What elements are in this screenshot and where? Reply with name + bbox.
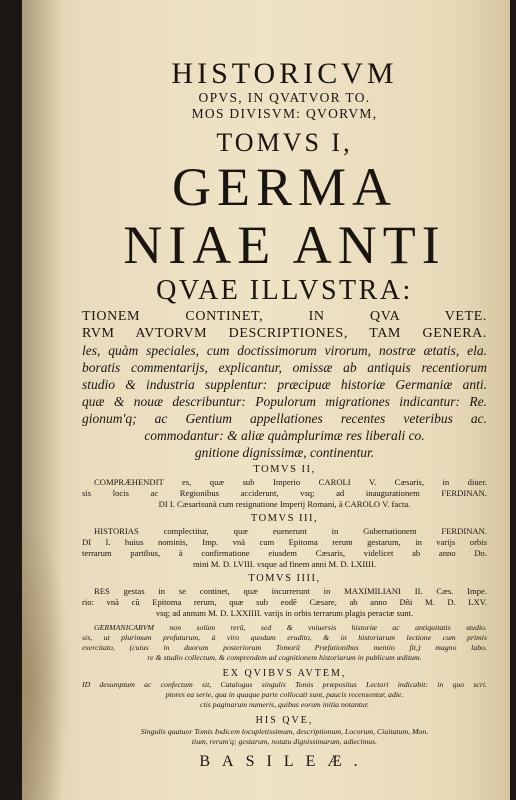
main-title: HISTORICVM: [171, 58, 398, 90]
description-line-2: boratis commentarijs, explicantur, omissæ ab antiquis recentiorum: [82, 360, 487, 375]
germanicarum-line-1: GERMANICARVM non solùm rerũ, sed & vniuersis historiæ ac antiquitatis studio.: [94, 623, 487, 632]
tomus-iii-line-1: HISTORIAS complectitur, quæ euenerunt in Gubernationem FERDINAN.: [94, 526, 487, 536]
tomus-iiii-heading: TOMVS IIII,: [248, 573, 321, 584]
tomus-iii-heading: TOMVS III,: [250, 513, 319, 524]
description-line-5: gionum'q; ac Gentium appellationes recentes veteribus ac.: [82, 411, 487, 426]
description-line-6: commodantur: & aliæ quàmplurimæ res liberali co.: [144, 428, 425, 443]
his-que-line-1: Singulis quatuor Tomis Indicem locupletissimum, descriptionum, Locorum, Ciuitatum, Mon.: [140, 727, 429, 736]
description-line-4: quæ & nouæ describuntur: Populorum migrationes indicantur: Re.: [82, 394, 487, 409]
imprint-basileae: BASILEÆ.: [199, 753, 370, 770]
tomus-iii-line-4: mini M. D. LVIII. vsque ad finem anni M. D. LXIIII.: [193, 559, 376, 569]
tomus-ii-line-3: DI I. Cæsarisunà cum resignatione Imperij Romani, à CAROLO V. facta.: [158, 499, 411, 509]
description-line-7: gnitione dignissimæ, continentur.: [194, 445, 375, 460]
germa-heading: GERMA: [171, 158, 397, 216]
paper-stain: [22, 520, 72, 800]
tomus-i-heading: TOMVS I,: [216, 128, 353, 157]
niae-anti-heading: NIAE ANTI: [123, 216, 446, 274]
germanicarum-line-3: exercitato, (cuius in duorum posteriorum Tomorũ Præfationibus mentio fit,) magno labo.: [82, 643, 487, 652]
tomus-iiii-line-3: vsq; ad annum M. D. LXXIIII. varijs in orbis terrarum plagis peractæ sunt.: [155, 608, 414, 618]
tomus-iiii-line-1: RES gestas in se continet, quæ incurrerunt in MAXIMILIANI II. Cæs. Impe.: [94, 586, 487, 596]
subtitle-line-2: MOS DIVISVM: QVORVM,: [191, 106, 378, 121]
ex-quibus-heading: EX QVIBVS AVTEM,: [222, 668, 347, 679]
tomus-ii-line-1: COMPRÆHENDIT es, quæ sub Imperio CAROLI V. Cæsaris, in diuer.: [94, 477, 487, 487]
his-que-line-2: tium, rerum'q; gestarum, notatu dignissimarum, adiecimus.: [191, 737, 378, 746]
ex-quibus-line-1: ID desumptum ac confectum sit, Catalogus singulis Tomis præpositus Lectori indicabit: in quo scri.: [82, 680, 487, 689]
tomus-ii-line-2: sis locis ac Regionibus acciderunt, vsq; ad inaugurationem FERDINAN.: [82, 488, 487, 498]
tomus-ii-heading: TOMVS II,: [253, 464, 316, 475]
subtitle-line-1: OPVS, IN QVATVOR TO.: [198, 90, 371, 105]
tomus-iiii-line-2: rio: vnà cũ Epitoma rerum, quæ sub eodẽ Cæsare, ab anno Dñi M. D. LXV.: [82, 597, 487, 607]
tomus-iii-line-3: terrarum partibus, à confirmatione eiusdem Cæsaris, videlicet ab anno Do.: [82, 548, 487, 558]
title-page-text: [82, 58, 487, 771]
tionem-line: TIONEM CONTINET, IN QVA VETE.: [82, 309, 487, 324]
germanicarum-line-2: sis, ut plurimum profuturum, à viro quodam erudito, & in historiarum lectione cum primis: [82, 633, 487, 642]
quae-illustra-heading: QVAE ILLVSTRA:: [156, 275, 413, 306]
his-que-heading: HIS QVE,: [255, 715, 314, 726]
ex-quibus-line-3: ctis paginarum numeris, quibus eorum initia notantur.: [200, 700, 369, 709]
rum-autorum-line: RVM AVTORVM DESCRIPTIONES, TAM GENERA.: [82, 326, 487, 341]
tomus-iii-line-2: DI I. huius nominis, Imp. vnà cum Epitoma rerum gestarum, in varijs orbis: [82, 537, 487, 547]
description-line-1: les, quàm speciales, cum doctissimorum virorum, nostræ ætatis, ela.: [82, 343, 487, 358]
book-page: [22, 0, 510, 800]
ex-quibus-line-2: ptores ea serie, qua in quaque parte collocati sunt, paucis recensentur, adie.: [165, 690, 404, 699]
germanicarum-line-4: re & studio collectum, & comprendem ad cognitionem historiarum in publicum æditum.: [147, 653, 422, 662]
description-line-3: studio & industria supplentur: præcipuæ historiæ Germaniæ anti.: [82, 377, 487, 392]
